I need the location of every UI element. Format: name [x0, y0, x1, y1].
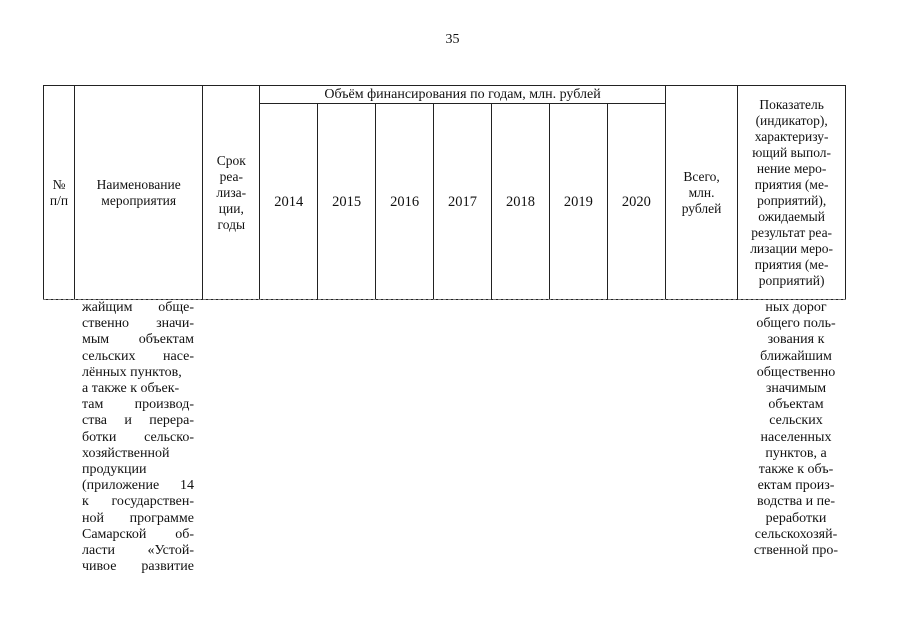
header-year: 2018 — [492, 104, 550, 300]
text-line: жайщим обще- — [82, 300, 194, 315]
text-line: также к объ- — [758, 462, 834, 478]
text-line: ной программе — [82, 510, 194, 526]
text-line: к государствен- — [82, 494, 194, 510]
text-line: (приложение 14 — [82, 478, 194, 494]
text-line: продукции — [82, 462, 147, 478]
header-term: Срок реа- лиза- ции, годы — [203, 86, 260, 300]
text-line: сельских насе- — [82, 348, 194, 364]
header-year: 2019 — [549, 104, 607, 300]
header-year: 2017 — [434, 104, 492, 300]
header-year: 2020 — [607, 104, 665, 300]
text-line: водства и пе- — [756, 494, 836, 510]
text-line: хозяйственной — [82, 445, 170, 461]
text-line: ближайшим — [760, 348, 832, 364]
text-line: ектам произ- — [757, 478, 835, 494]
text-line: ственно значи- — [82, 316, 194, 332]
text-line: общественно — [756, 364, 836, 380]
text-line: населенных — [760, 429, 832, 445]
header-financing-group: Объём финансирования по годам, млн. рублей — [260, 86, 666, 104]
text-line: а также к объек- — [82, 381, 180, 397]
text-line: ласти «Устой- — [82, 543, 194, 559]
measure-name-continuation — [82, 300, 194, 575]
header-name: Наименование мероприятия — [75, 86, 203, 300]
text-line: объектам — [768, 397, 824, 413]
header-total: Всего, млн. рублей — [665, 86, 737, 300]
header-year: 2015 — [318, 104, 376, 300]
text-line: значимым — [765, 381, 827, 397]
header-year: 2016 — [376, 104, 434, 300]
header-num: № п/п — [44, 86, 75, 300]
text-line: мым объектам — [82, 332, 194, 348]
text-line: зования к — [767, 332, 825, 348]
text-line: там производ- — [82, 397, 194, 413]
text-line: чивое развитие — [82, 559, 194, 575]
text-line: сельских — [769, 413, 823, 429]
text-line: реработки — [765, 510, 827, 526]
financing-table-header — [43, 85, 846, 300]
text-line: лённых пунктов, — [82, 364, 182, 380]
indicator-continuation — [745, 300, 847, 559]
text-line: ных дорог — [765, 300, 827, 315]
text-line: ства и перера- — [82, 413, 194, 429]
text-line: пунктов, а — [765, 445, 827, 461]
text-line: ботки сельско- — [82, 429, 194, 445]
page-number: 35 — [445, 32, 460, 47]
text-line: ственной про- — [753, 543, 839, 559]
text-line: Самарской об- — [82, 526, 194, 542]
header-year: 2014 — [260, 104, 318, 300]
header-indicator: Показатель (индикатор), характеризу- ющий выпол- нение меро- приятия (ме- роприятий), ожидаемый результат реа- лизации меро- приятия (ме- роприятий) — [738, 86, 846, 300]
text-line: общего поль- — [756, 316, 836, 332]
text-line: сельскохозяй- — [754, 526, 838, 542]
